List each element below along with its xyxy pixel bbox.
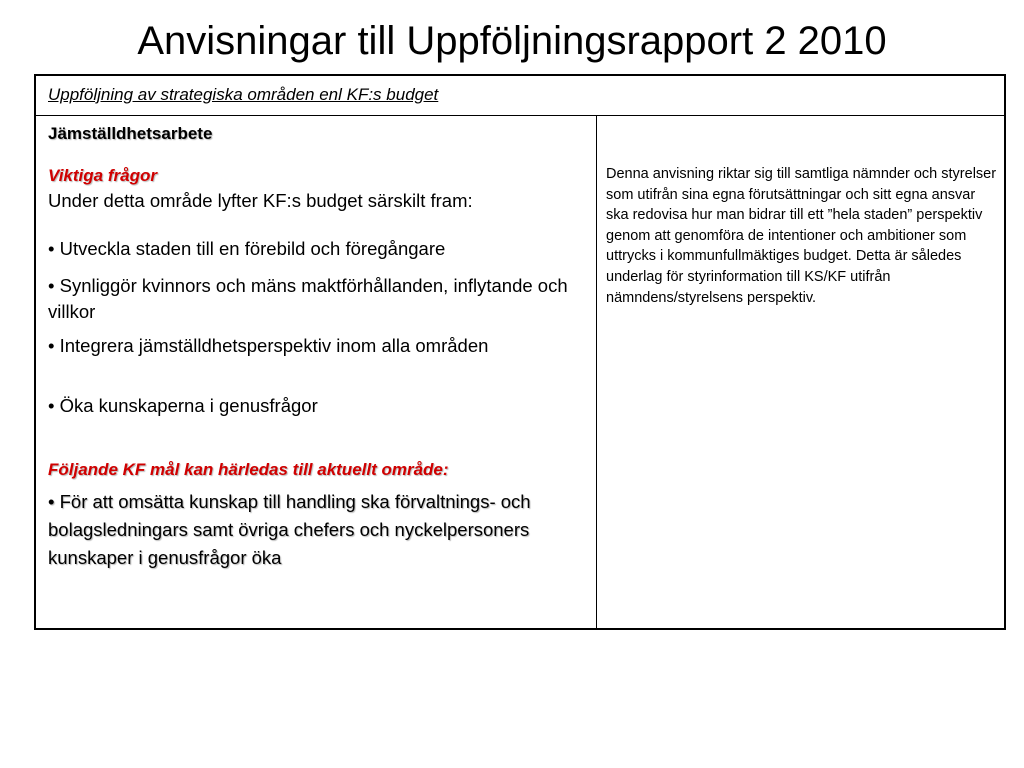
bullet-item: • Synliggör kvinnors och mäns maktförhållanden, inflytande och villkor xyxy=(48,275,568,322)
section-heading: Jämställdhetsarbete xyxy=(48,124,213,143)
column-divider xyxy=(596,116,597,628)
intro-text: Under detta område lyfter KF:s budget särskilt fram: xyxy=(48,190,473,211)
bullet-item: • Öka kunskaperna i genusfrågor xyxy=(48,395,318,416)
table-header-text: Uppföljning av strategiska områden enl KF:s budget xyxy=(48,85,439,104)
slide-title: Anvisningar till Uppföljningsrapport 2 2010 xyxy=(137,19,887,63)
instruction-description: Denna anvisning riktar sig till samtliga nämnder och styrelser som utifrån sina egna förutsättningar och sitt egna ansvar ska redovisa hur man bidrar till ett ”hela staden” perspektiv genom att genomföra de intentioner och ambitioner som uttrycks i kommunfullmäktiges budget. Detta är således underlag för styrinformation till KS/KF utifrån nämndens/styrelsens perspektiv. xyxy=(606,166,997,306)
bullet-item: • Utveckla staden till en förebild och föregångare xyxy=(48,238,446,259)
bullet-item: • Integrera jämställdhetsperspektiv inom alla områden xyxy=(48,335,489,356)
goal-bullet: • För att omsätta kunskap till handling ska förvaltnings- och bolagsledningars samt övriga chefers och nyckelpersoners kunskaper i genusfrågor öka xyxy=(48,491,531,568)
instruction-table xyxy=(34,74,1006,630)
key-questions-heading: Viktiga frågor xyxy=(48,166,157,185)
goals-heading: Följande KF mål kan härledas till aktuellt område: xyxy=(48,460,449,479)
table-header-row xyxy=(36,76,1004,116)
